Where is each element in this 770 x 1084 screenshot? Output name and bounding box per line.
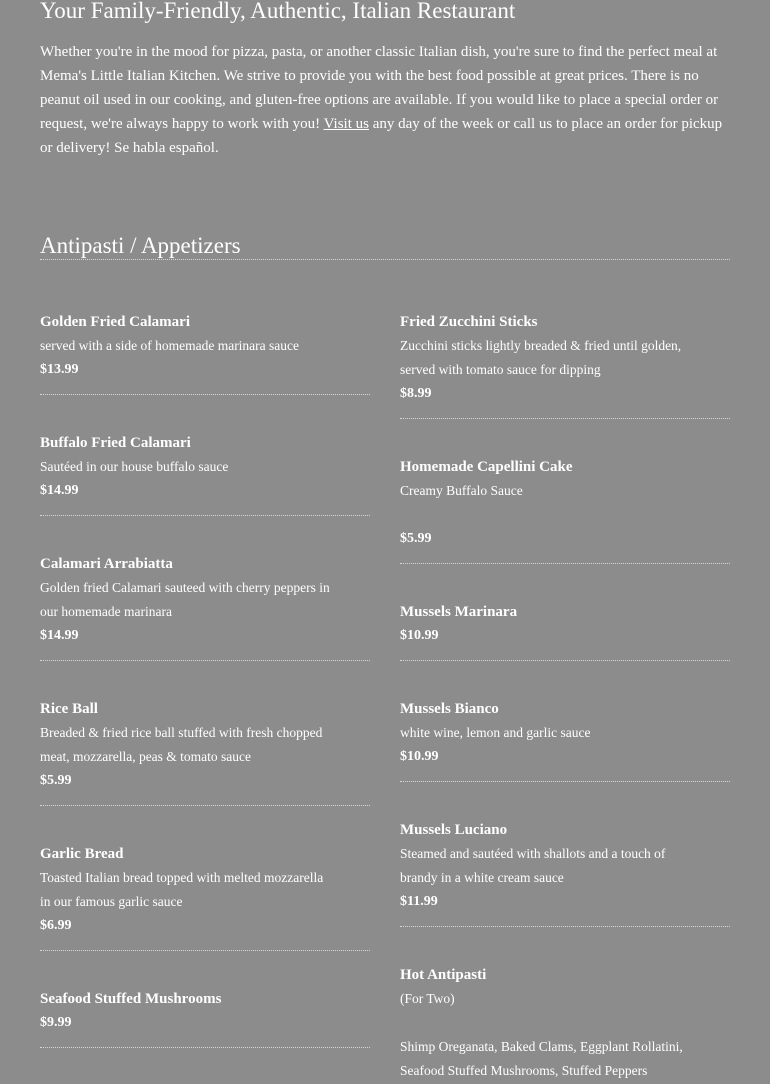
item-name: Golden Fried Calamari [40, 314, 190, 330]
item-price: $8.99 [400, 386, 432, 401]
hero-title: Your Family-Friendly, Authentic, Italian Restaurant [40, 0, 516, 23]
menu-column-left [40, 310, 370, 1084]
menu-item [40, 310, 370, 395]
menu-item [400, 818, 730, 927]
item-note: (For Two) [400, 991, 455, 1006]
item-price: $9.99 [40, 1015, 72, 1030]
item-price: $10.99 [400, 628, 439, 643]
item-price: $6.99 [40, 918, 72, 933]
section-title: Antipasti / Appetizers [40, 232, 730, 260]
item-name: Mussels Marinara [400, 604, 518, 620]
item-name: Fried Zucchini Sticks [400, 314, 538, 330]
intro-text-start: Whether you're in the mood for pizza, pasta, or another classic Italian dish, you're sure to find the perfect meal at Mema's Little Italian Kitchen. We strive to provide you with the best food possible at great prices. There is no peanut oil used in our cooking, and gluten-free options are available. If you would like to place a special order or request, we're always happy to work with you! [40, 44, 719, 132]
menu-item [40, 987, 370, 1048]
item-description: Breaded & fried rice ball stuffed with fresh chopped meat, mozzarella, peas & tomato sauce [40, 725, 323, 764]
menu-item [400, 963, 730, 1084]
spacer [400, 503, 730, 527]
intro-paragraph [40, 40, 730, 160]
item-description: Golden fried Calamari sauteed with cherry peppers in our homemade marinara [40, 580, 330, 619]
spacer [400, 1011, 730, 1035]
intro-text-end: any day of the week or call us to place an order for pickup or delivery! Se habla español. [40, 116, 723, 156]
item-description: Shimp Oreganata, Baked Clams, Eggplant Rollatini, Seafood Stuffed Mushrooms, Stuffed Peppers [400, 1039, 683, 1078]
item-description: served with a side of homemade marinara sauce [40, 338, 300, 353]
menu-item [400, 697, 730, 782]
item-price: $14.99 [40, 483, 79, 498]
item-name: Garlic Bread [40, 846, 124, 862]
menu-item [400, 310, 730, 419]
item-price: $5.99 [40, 773, 72, 788]
item-description: white wine, lemon and garlic sauce [400, 725, 591, 740]
menu-item [40, 552, 370, 661]
item-description: Creamy Buffalo Sauce [400, 483, 523, 498]
item-price: $14.99 [40, 628, 79, 643]
item-name: Mussels Bianco [400, 701, 499, 717]
item-name: Buffalo Fried Calamari [40, 435, 191, 451]
item-description: Zucchini sticks lightly breaded & fried until golden, served with tomato sauce for dipping [400, 338, 682, 377]
visit-us-link[interactable]: Visit us [323, 116, 369, 132]
menu-item [40, 697, 370, 806]
item-description: Toasted Italian bread topped with melted mozzarella in our famous garlic sauce [40, 870, 324, 909]
item-price: $10.99 [400, 749, 439, 764]
item-name: Mussels Luciano [400, 822, 508, 838]
item-name: Calamari Arrabiatta [40, 556, 173, 572]
item-name: Hot Antipasti [400, 967, 487, 983]
menu-column-right [400, 310, 730, 1084]
menu-item [400, 600, 730, 661]
item-price: $13.99 [40, 362, 79, 377]
item-name: Rice Ball [40, 701, 98, 717]
menu-item [400, 455, 730, 564]
item-name: Seafood Stuffed Mushrooms [40, 991, 222, 1007]
item-name: Homemade Capellini Cake [400, 459, 573, 475]
item-description: Steamed and sautéed with shallots and a touch of brandy in a white cream sauce [400, 846, 666, 885]
menu-item [40, 431, 370, 516]
item-price: $5.99 [400, 531, 432, 546]
item-description: Sautéed in our house buffalo sauce [40, 459, 229, 474]
item-price: $11.99 [400, 894, 438, 909]
menu-item [40, 842, 370, 951]
